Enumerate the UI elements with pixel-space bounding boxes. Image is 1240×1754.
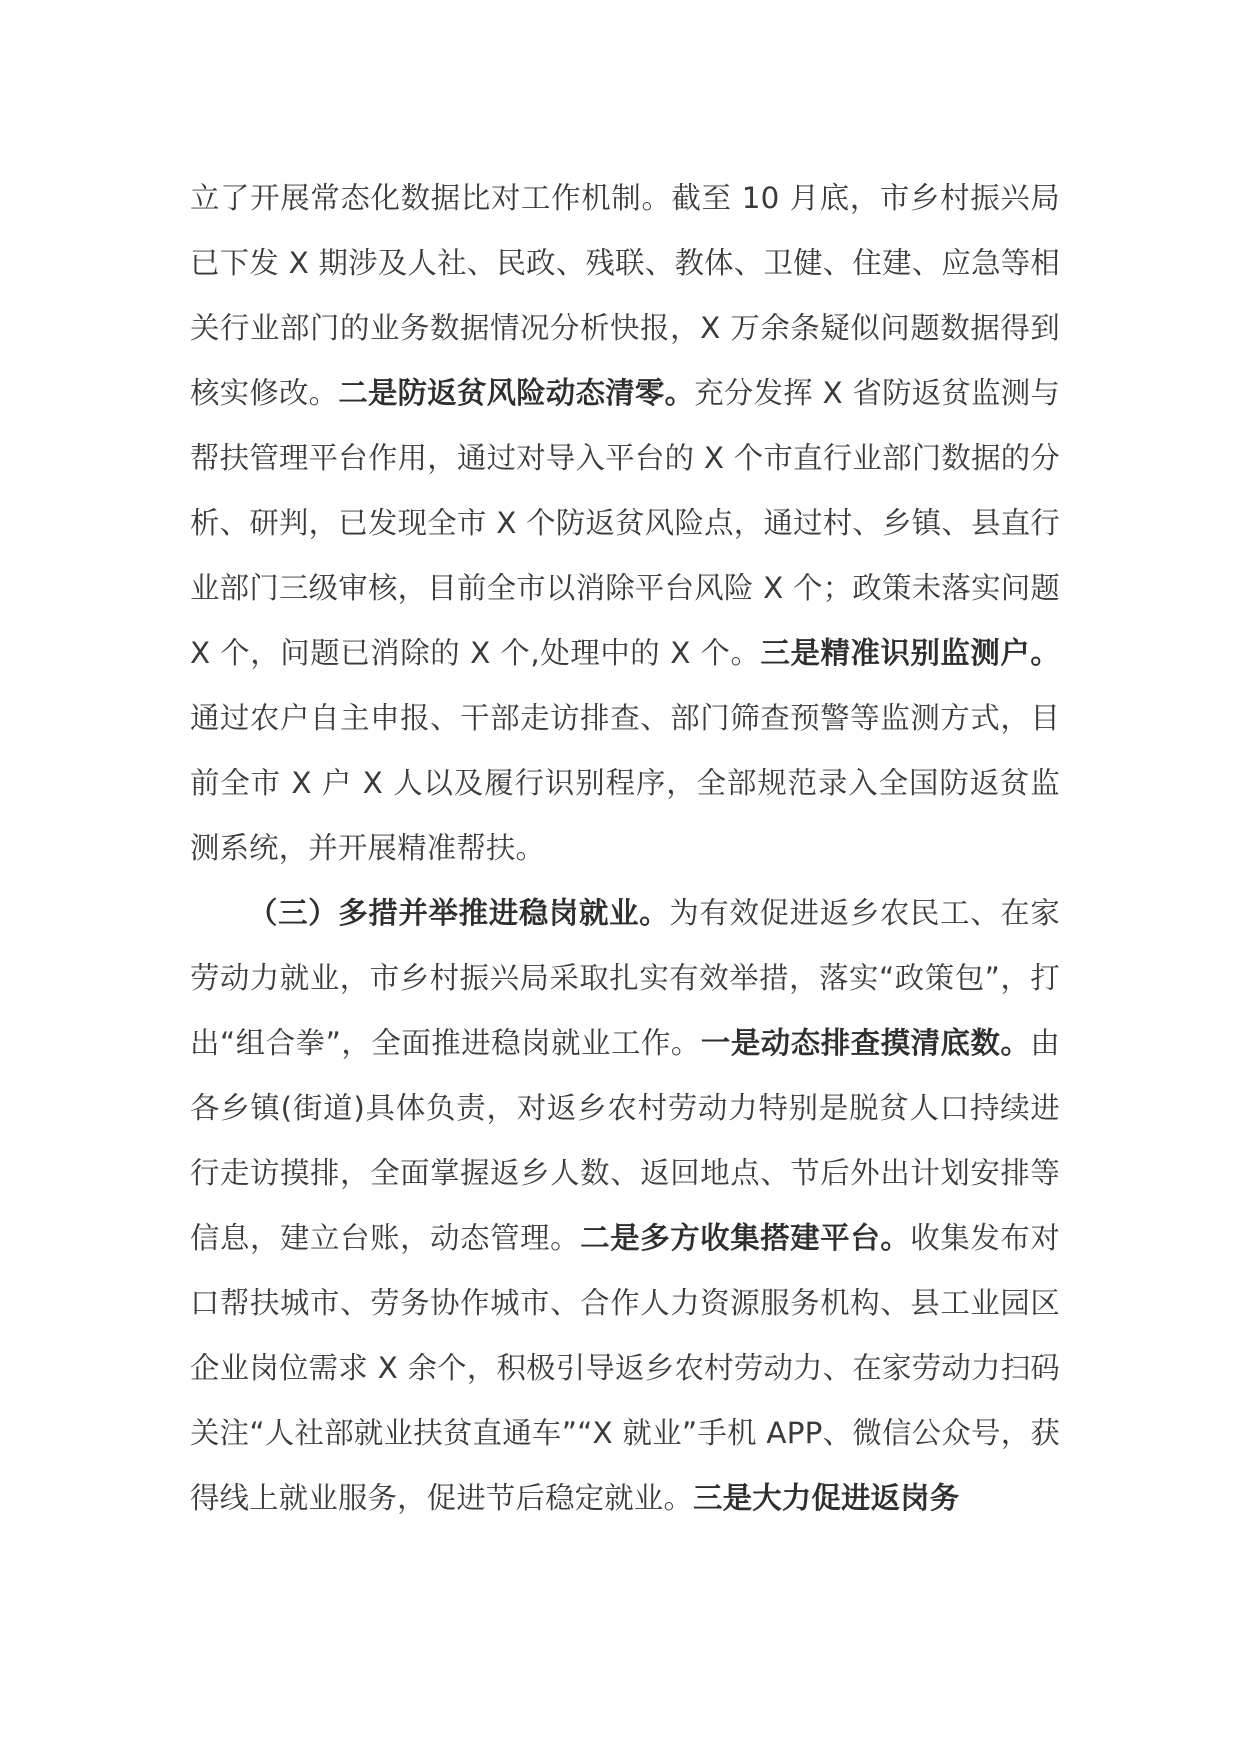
- text-run: 立了开展常态化数据比对工作机制。截至 10 月底，市乡村振兴局已下发 X 期涉及人社、民政、残联、教体、卫健、住建、应急等相关行业部门的业务数据情况分析快报，X 万余条疑似问题数据得到核实修改。: [190, 181, 1060, 410]
- text-run: 通过农户自主申报、干部走访排查、部门筛查预警等监测方式，目前全市 X 户 X 人以及履行识别程序，全部规范录入全国防返贫监测系统，并开展精准帮扶。: [190, 701, 1060, 865]
- text-run: 充分发挥 X 省防返贫监测与帮扶管理平台作用，通过对导入平台的 X 个市直行业部门数据的分析、研判，已发现全市 X 个防返贫风险点，通过村、乡镇、县直行业部门三级审核，目前全市以消除平台风险 X 个；政策未落实问题 X 个，问题已消除的 X 个,处理中的 X 个。: [190, 376, 1061, 670]
- text-run: 为有效促进返乡农民工、在家劳动力就业，市乡村振兴局采取扎实有效举措，落实“政策包”，打出“组合拳”，全面推进稳岗就业工作。: [190, 896, 1060, 1060]
- bold-heading-run: 一是动态排查摸清底数。: [700, 1026, 1031, 1060]
- bold-heading-run: 三是大力促进返岗务: [693, 1481, 960, 1515]
- text-run: 收集发布对口帮扶城市、劳务协作城市、合作人力资源服务机构、县工业园区企业岗位需求 X 余个，积极引导返乡农村劳动力、在家劳动力扫码关注“人社部就业扶贫直通车”“X 就业”手机 APP、微信公众号，获得线上就业服务，促进节后稳定就业。: [190, 1221, 1060, 1515]
- document-body: [190, 166, 1060, 1531]
- paragraph-employment: [190, 881, 1060, 1531]
- bold-heading-run: 三是精准识别监测户。: [760, 636, 1060, 670]
- text-run: 由各乡镇(街道)具体负责，对返乡农村劳动力特别是脱贫人口持续进行走访摸排，全面掌握返乡人数、返回地点、节后外出计划安排等信息，建立台账，动态管理。: [190, 1026, 1060, 1255]
- section-heading-run: （三）多措并举推进稳岗就业。: [248, 896, 670, 930]
- paragraph-monitoring: [190, 166, 1060, 881]
- bold-heading-run: 二是多方收集搭建平台。: [580, 1221, 911, 1255]
- bold-heading-run: 二是防返贫风险动态清零。: [338, 376, 695, 410]
